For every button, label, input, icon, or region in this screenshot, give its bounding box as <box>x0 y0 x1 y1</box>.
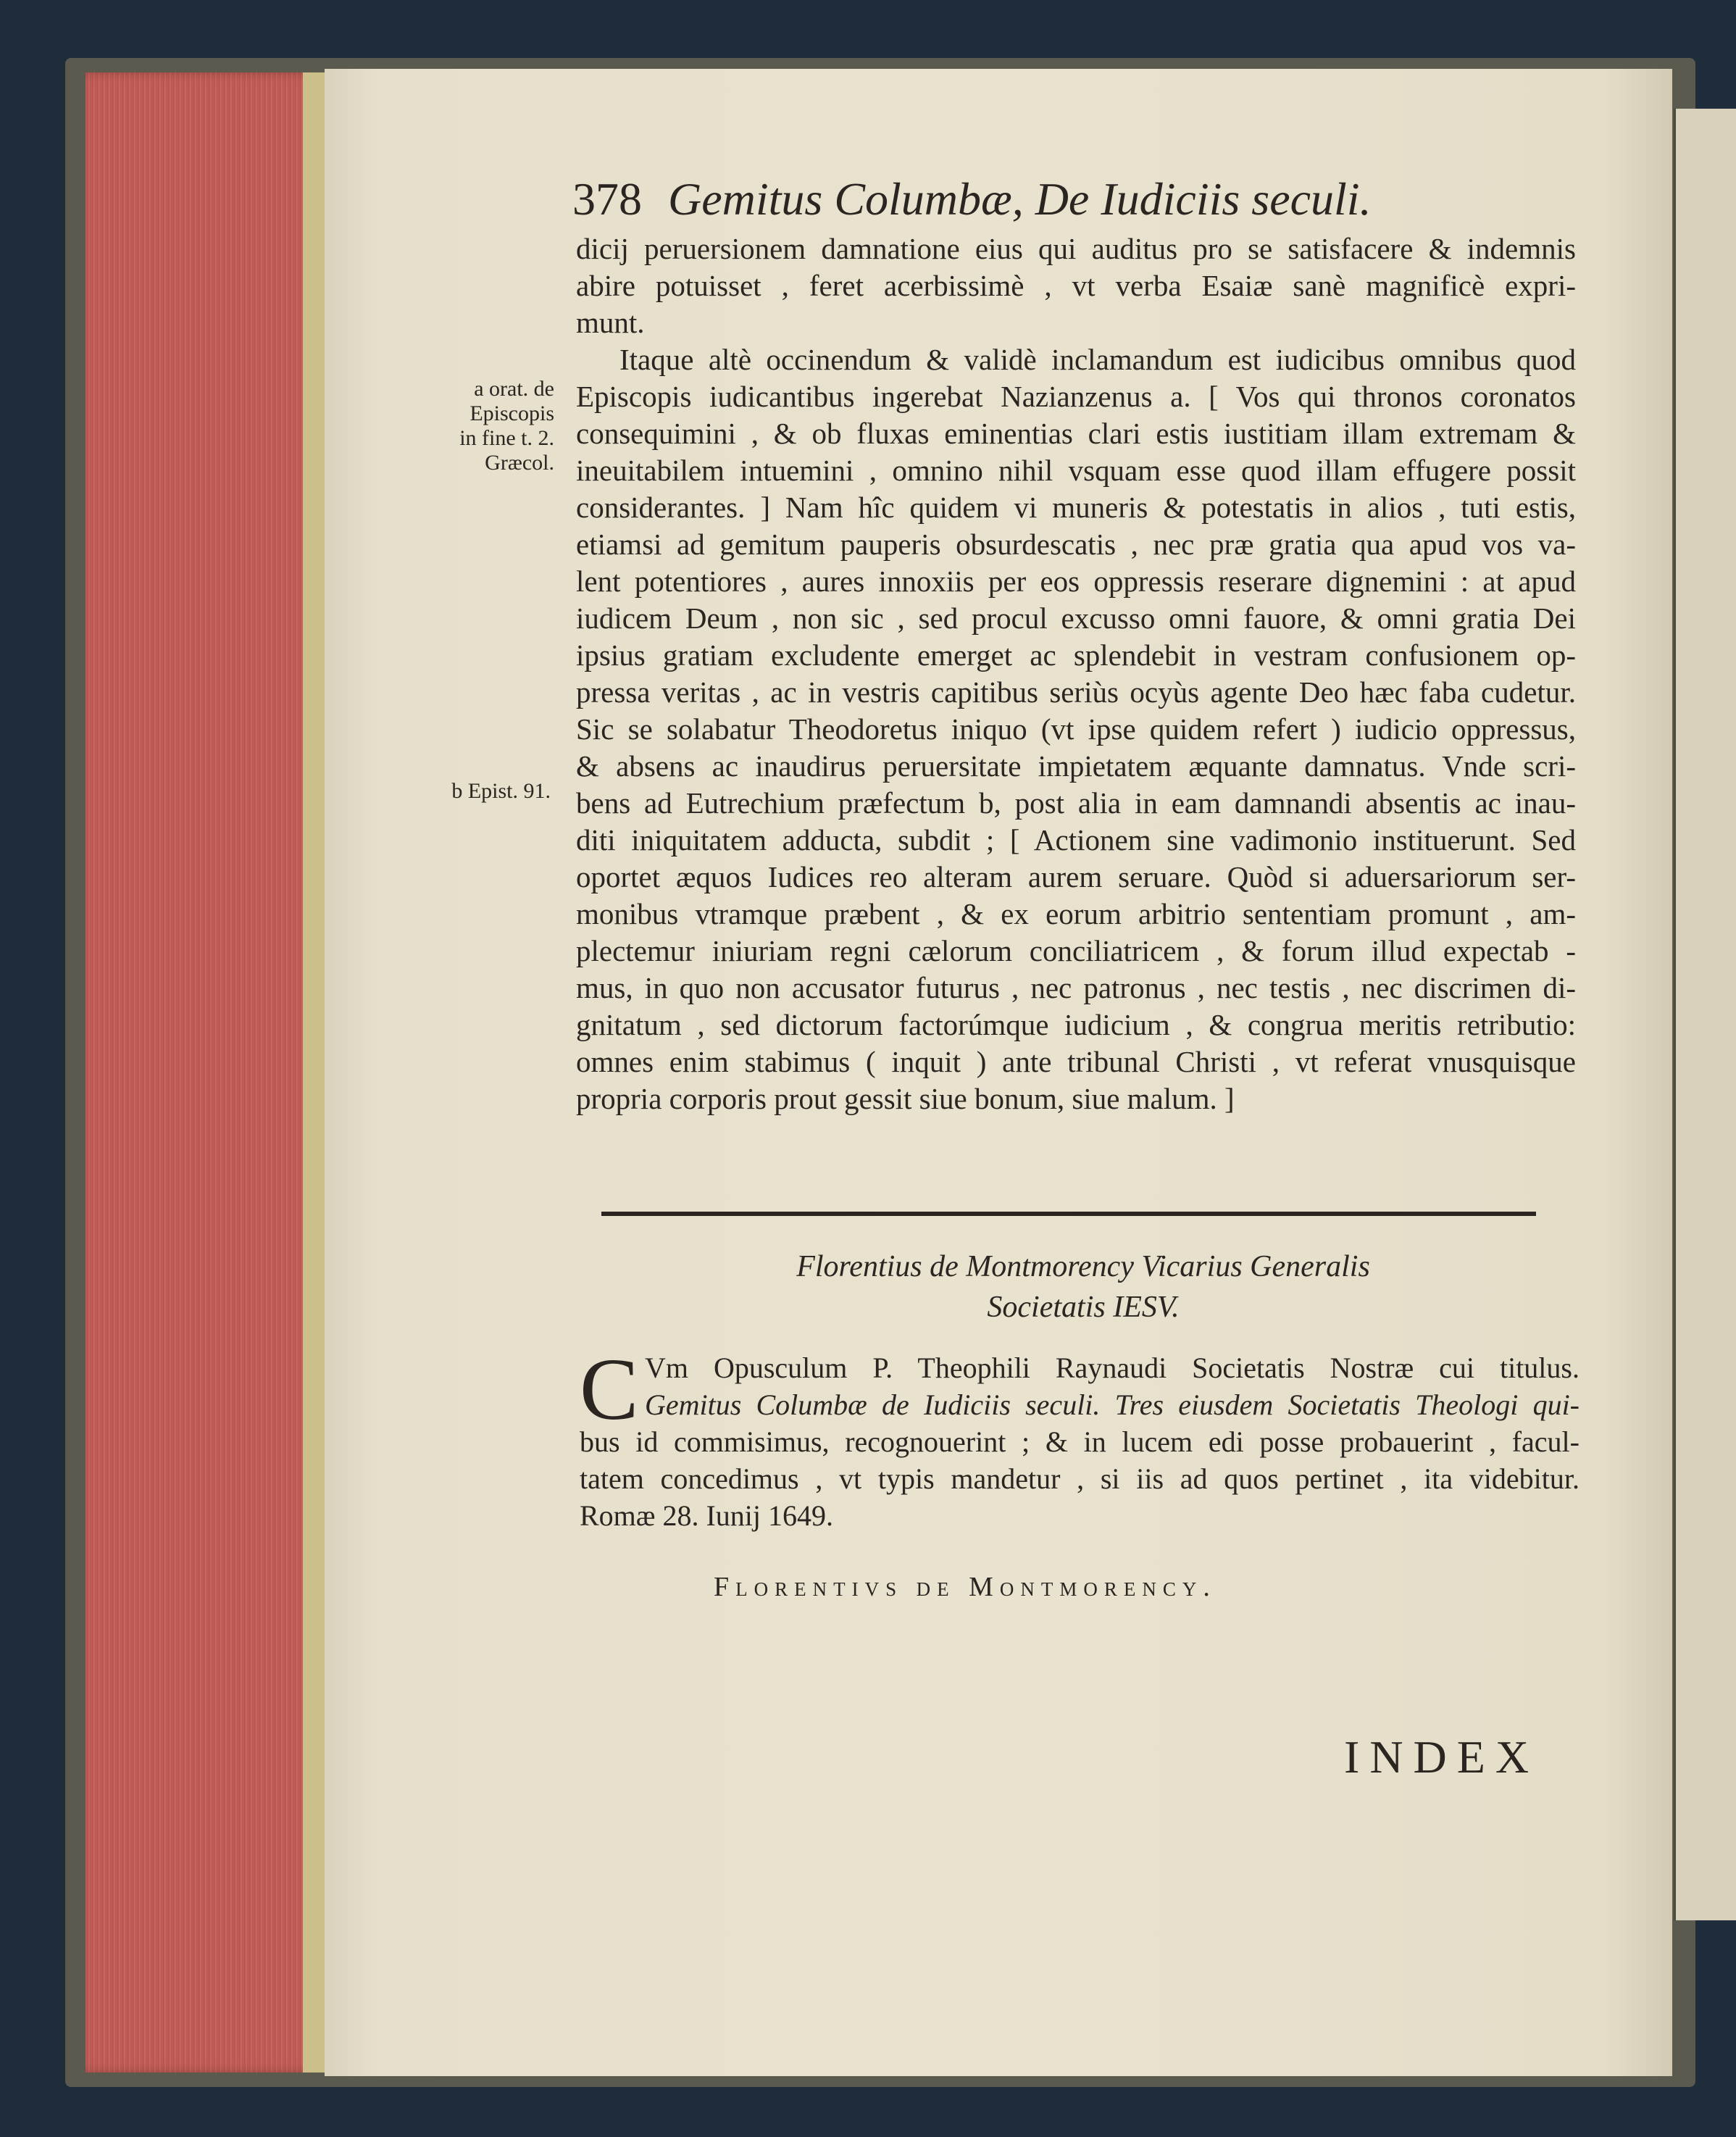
text-line: Gemitus Columbæ de Iudiciis seculi. Tres eiusdem Societatis Theologi qui- <box>645 1388 1579 1421</box>
running-head <box>572 172 1442 226</box>
text-line: pressa veritas , ac in vestris capitibus seriùs ocyùs agente Deo hæc faba cudetur. <box>576 675 1576 709</box>
text-line: ineuitabilem intuemini , omnino nihil vsquam esse quod illam effugere possit <box>576 454 1576 487</box>
text-line: consequimini , & ob fluxas eminentias clari estis iustitiam illam extremam & <box>576 417 1576 450</box>
running-title: Gemitus Columbæ, De Iudiciis seculi. <box>668 173 1372 225</box>
text-line: tatem concedimus , vt typis mandetur , si iis ad quos pertinet , ita videbitur. <box>580 1462 1579 1495</box>
text-line: ipsius gratiam excludente emerget ac splendebit in vestram confusionem op- <box>576 638 1576 672</box>
approbation-heading-line: Societatis IESV. <box>987 1291 1180 1324</box>
text-line: Episcopis iudicantibus ingerebat Nazianzenus a. [ Vos qui thronos coronatos <box>576 380 1576 413</box>
text-line: omnes enim stabimus ( inquit ) ante tribunal Christi , vt referat vnusquisque <box>576 1045 1576 1078</box>
margin-note-line: in fine t. 2. <box>459 426 554 450</box>
margin-note-line: a orat. de <box>474 377 554 401</box>
text-line: considerantes. ] Nam hîc quidem vi muneris & potestatis in alios , tuti estis, <box>576 491 1576 524</box>
text-line: diti iniquitatem adducta, subdit ; [ Actionem sine vadimonio instituerunt. Sed <box>576 823 1576 857</box>
margin-note-a <box>424 377 554 475</box>
catchword: INDEX <box>1344 1731 1540 1783</box>
text-line: gnitatum , sed dictorum factorúmque iudicium , & congrua meritis retributio: <box>576 1008 1576 1041</box>
text-line: oportet æquos Iudices reo alteram aurem seruare. Quòd si aduersariorum ser- <box>576 860 1576 893</box>
page-number: 378 <box>572 173 642 225</box>
drop-cap: C <box>580 1341 639 1438</box>
red-page-edges <box>85 72 325 2073</box>
approbation-text <box>580 1349 1579 1534</box>
text-line: propria corporis prout gessit siue bonum, siue malum. ] <box>576 1082 1235 1115</box>
margin-note-b <box>420 779 551 804</box>
text-line: dicij peruersionem damnatione eius qui auditus pro se satisfacere & indemnis <box>576 232 1576 265</box>
body-text <box>576 230 1576 1117</box>
text-line: monibus vtramque præbent , & ex eorum arbitrio sententiam promunt , am- <box>576 897 1576 930</box>
text-line: iudicem Deum , non sic , sed procul excusso omni fauore, & omni gratia Dei <box>576 601 1576 635</box>
text-line: etiamsi ad gemitum pauperis obsurdescatis , nec præ gratia qua apud vos va- <box>576 528 1576 561</box>
text-line: abire potuisset , feret acerbissimè , vt verba Esaiæ sanè magnificè expri- <box>576 269 1576 302</box>
margin-note-line: Episcopis <box>470 401 554 425</box>
text-line: plectemur iniuriam regni cælorum conciliatricem , & forum illud expectab - <box>576 934 1576 967</box>
margin-note-line: b Epist. 91. <box>451 779 551 803</box>
gilt-page-edge <box>303 72 325 2073</box>
text-line: lent potentiores , aures innoxiis per eos oppressis reserare dignemini : at apud <box>576 565 1576 598</box>
text-line: bens ad Eutrechium præfectum b, post alia in eam damnandi absentis ac inau- <box>576 786 1576 820</box>
text-line: mus, in quo non accusator futurus , nec patronus , nec testis , nec discrimen di- <box>576 971 1576 1004</box>
text-line: bus id commisimus, recognouerint ; & in lucem edi posse probauerint , facul- <box>580 1425 1579 1458</box>
margin-note-line: Græcol. <box>485 451 554 475</box>
approbation-heading-line: Florentius de Montmorency Vicarius Generalis <box>796 1250 1370 1283</box>
text-line: munt. <box>576 306 645 339</box>
horizontal-rule <box>601 1212 1536 1216</box>
text-line: Vm Opusculum P. Theophili Raynaudi Societatis Nostræ cui titulus. <box>645 1351 1579 1384</box>
signature: Florentivs de Montmorency. <box>714 1572 1217 1602</box>
text-line: Itaque altè occinendum & validè inclamandum est iudicibus omnibus quod <box>619 343 1576 376</box>
text-line: Sic se solabatur Theodoretus iniquo (vt ipse quidem refert ) iudicio oppressus, <box>576 712 1576 746</box>
text-line: & absens ac inaudirus peruersitate impietatem æquante damnatus. Vnde scri- <box>576 749 1576 783</box>
text-line: Romæ 28. Iunij 1649. <box>580 1499 834 1532</box>
approbation-heading <box>580 1246 1587 1328</box>
facing-page-edge <box>1674 109 1736 1920</box>
